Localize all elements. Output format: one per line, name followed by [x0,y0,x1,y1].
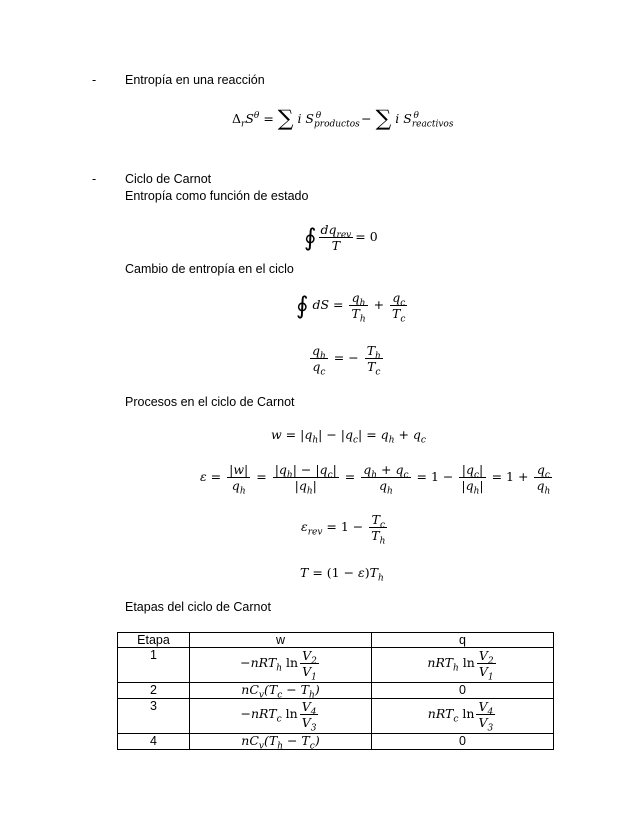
cell-q: 0 [372,683,554,699]
bullet-marker-2: - [92,172,97,186]
cell-w: −nRT$_c$ ln $\frac{V_4}{V_3}$ [190,699,372,734]
cell-q: 0 [372,734,554,750]
equation-efficiency: ε = $\frac{|w|}{q_h}$ = $\frac{|q_h| - |q_c|}{|q_h|}$ = $\frac{q_h + q_c}{q_h}$ = 1 − $\frac{|q_c|}{|q_h|}$ = 1 + $\frac{q_c}{q_h}$ [200,462,551,497]
heading-ciclo-carnot: Ciclo de Carnot [125,172,212,186]
subheading-etapas: Etapas del ciclo de Carnot [125,600,271,614]
subheading-procesos: Procesos en el ciclo de Carnot [125,395,295,409]
subheading-funcion-estado: Entropía como función de estado [125,189,309,203]
header-w: w [190,633,372,648]
cell-etapa: 1 [118,648,190,683]
carnot-stages-table [117,632,554,750]
cell-q: nRT$_c$ ln $\frac{V_4}{V_3}$ [372,699,554,734]
table-row [118,648,554,683]
table-row [118,683,554,699]
equation-temperature: $T = (1 - \varepsilon)T_h$ [300,565,384,584]
equation-closed-integral-ds: ∮ dS = $\frac{q_h}{T_h}$ + $\frac{q_c}{T_c}$ [296,290,406,325]
cell-q: nRT$_h$ ln $\frac{V_2}{V_1}$ [372,648,554,683]
equation-heat-ratio: $\frac{q_h}{q_c}$ = − $\frac{T_h}{T_c}$ [312,343,381,378]
equation-closed-integral-dq: ∮ $\frac{dq_{rev}}{T}$ = 0 [304,222,378,253]
table-row [118,734,554,750]
cell-etapa: 2 [118,683,190,699]
equation-reversible-efficiency: $\varepsilon_{rev} = 1$ − $\frac{T_c}{T_h}$ [301,512,386,547]
cell-w: $nC_v(T_c - T_h)$ [190,683,372,699]
table-row [118,699,554,734]
cell-w: $nC_v(T_h - T_c)$ [190,734,372,750]
subheading-cambio-entropia: Cambio de entropía en el ciclo [125,262,294,276]
table-header-row [118,633,554,648]
cell-w: −nRT$_h$ ln $\frac{V_2}{V_1}$ [190,648,372,683]
heading-entropia-reaccion: Entropía en una reacción [125,73,265,87]
header-q: q [372,633,554,648]
header-etapa: Etapa [118,633,190,648]
cell-etapa: 4 [118,734,190,750]
bullet-marker: - [92,73,97,87]
equation-reaction-entropy: $\Delta_rS^\theta$ = ∑ i $S_{productos}^\theta$ − ∑ i $S_{reactivos}^\theta$ [232,106,454,132]
equation-work: $w = |q_h| - |q_c| = q_h + q_c$ [271,427,426,446]
cell-etapa: 3 [118,699,190,734]
